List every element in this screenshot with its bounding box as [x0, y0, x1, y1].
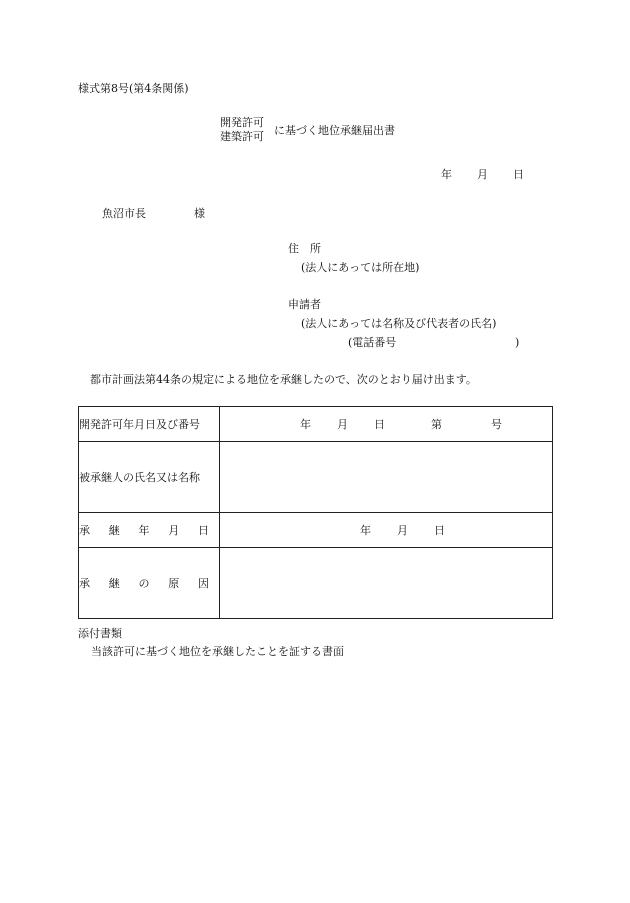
predecessor-name-field[interactable] [220, 442, 553, 513]
phone-close-paren: ) [515, 336, 520, 349]
succession-table [78, 406, 553, 619]
permit-date-number-field[interactable] [220, 407, 553, 442]
permit-month: 月 [337, 418, 348, 431]
addressee-honorific: 様 [194, 207, 205, 220]
permit-option-development: 開発許可 [220, 116, 264, 129]
permit-option-building: 建築許可 [220, 130, 264, 143]
document-title [220, 116, 395, 144]
date-day: 日 [513, 168, 524, 181]
table-row [79, 407, 553, 442]
permit-date-number-label: 開発許可年月日及び番号 [79, 407, 220, 442]
applicant-note: (法人にあっては名称及び代表者の氏名) [301, 317, 497, 330]
attachment-item: 当該許可に基づく地位を承継したことを証する書面 [91, 645, 344, 658]
permit-type-stack [220, 116, 264, 144]
address-label: 住 所 [288, 242, 321, 255]
statement-text: 都市計画法第44条の規定による地位を承継したので、次のとおり届け出ます。 [90, 373, 477, 386]
table-row [79, 442, 553, 513]
applicant-label: 申請者 [288, 298, 321, 311]
predecessor-name-label: 被承継人の氏名又は名称 [79, 442, 220, 513]
table-row [79, 548, 553, 619]
succession-cause-label: 承 継 の 原 因 [79, 548, 220, 619]
succession-cause-field[interactable] [220, 548, 553, 619]
table-row [79, 513, 553, 548]
succession-year: 年 [360, 524, 371, 537]
permit-dai: 第 [431, 418, 442, 431]
addressee-name: 魚沼市長 [102, 207, 146, 220]
succession-day: 日 [434, 524, 445, 537]
address-note: (法人にあっては所在地) [301, 261, 420, 274]
date-month: 月 [477, 168, 488, 181]
phone-label: (電話番号 [348, 336, 397, 349]
succession-date-field[interactable] [220, 513, 553, 548]
succession-date-label: 承 継 年 月 日 [79, 513, 220, 548]
form-number: 様式第8号(第4条関係) [78, 82, 189, 95]
succession-month: 月 [397, 524, 408, 537]
title-suffix: に基づく地位承継届出書 [274, 124, 395, 137]
submission-date [441, 168, 524, 182]
attachments-title: 添付書類 [78, 627, 122, 640]
permit-year: 年 [300, 418, 311, 431]
permit-day: 日 [374, 418, 385, 431]
permit-go: 号 [491, 418, 502, 431]
date-year: 年 [441, 168, 452, 181]
